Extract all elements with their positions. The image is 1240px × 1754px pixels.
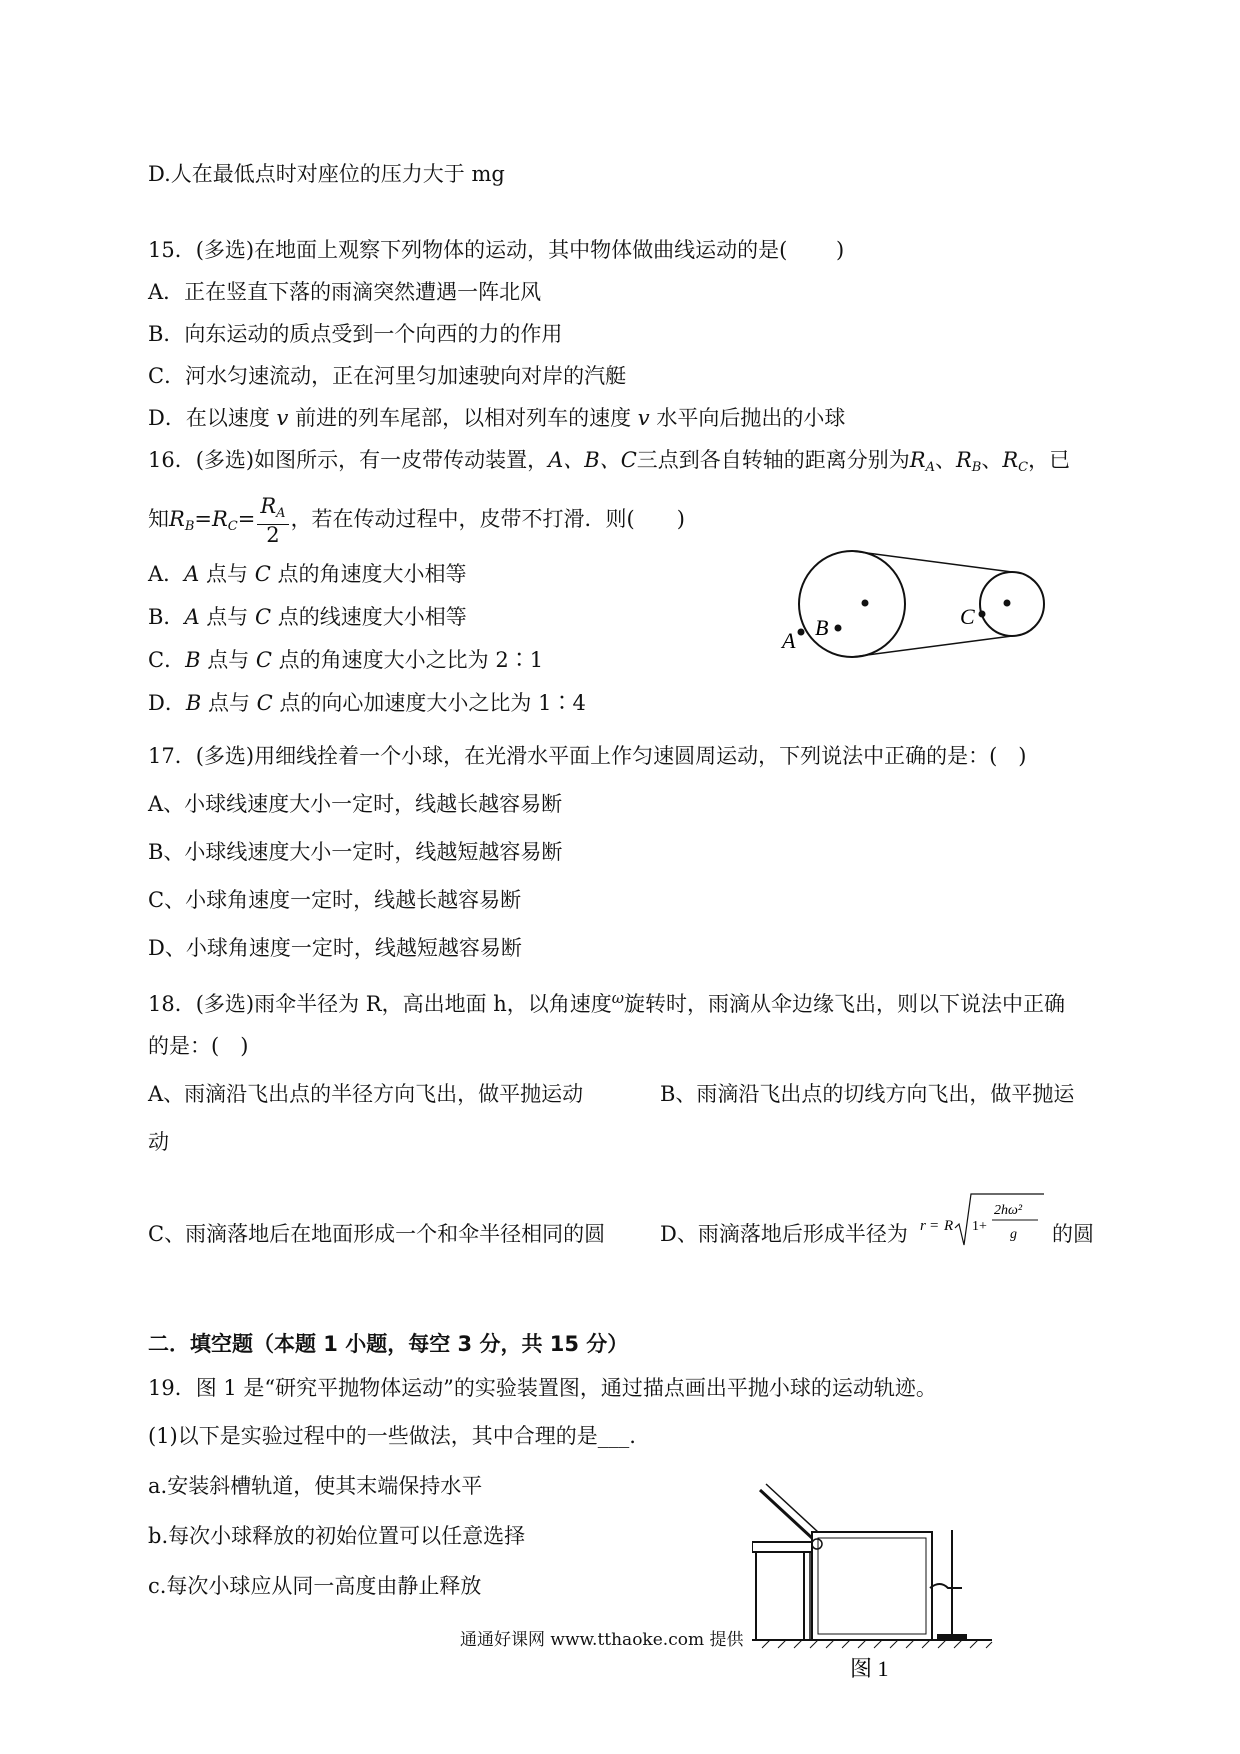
q17-stem: 17．(多选)用细线拴着一个小球，在光滑水平面上作匀速圆周运动，下列说法中正确的是：( ) (148, 744, 1027, 768)
q15-option-c: C．河水匀速流动，正在河里匀加速驶向对岸的汽艇 (148, 364, 627, 388)
q16-option-a: A．A 点与 C 点的角速度大小相等 (148, 562, 467, 586)
q17-option-d: D、小球角速度一定时，线越短越容易断 (148, 936, 522, 960)
q16-stem-line1: 16．(多选)如图所示，有一皮带传动装置，A、B、C三点到各自转轴的距离分别为$R_A$、$R_B$、$R_C$，已 (148, 448, 1071, 475)
large-wheel (799, 551, 905, 657)
q18-stem-line2: 的是：( ) (148, 1034, 249, 1058)
formula-numerator: 2hω² (994, 1203, 1023, 1218)
belt-top (852, 551, 1012, 572)
formula-big-r: R (944, 1218, 954, 1234)
q18-option-b: B、雨滴沿飞出点的切线方向飞出，做平抛运 (660, 1082, 1075, 1106)
projectile-apparatus-figure (752, 1470, 1022, 1680)
figure-1-label: 图 1 (850, 1656, 889, 1680)
coordinate-board (812, 1532, 932, 1640)
q18-option-d-end: 的圆 (1052, 1222, 1094, 1246)
formula-one-plus: 1+ (972, 1219, 987, 1234)
q19-option-a: a.安装斜槽轨道，使其末端保持水平 (148, 1474, 483, 1498)
q15-option-b: B．向东运动的质点受到一个向西的力的作用 (148, 322, 563, 346)
q15-option-d: D．在以速度 v 前进的列车尾部，以相对列车的速度 v 水平向后抛出的小球 (148, 406, 846, 430)
q16-option-b: B．A 点与 C 点的线速度大小相等 (148, 605, 467, 629)
footer-credit: 通通好课网 www.tthaoke.com 提供 (460, 1630, 744, 1650)
q18-stem-line1: 18．(多选)雨伞半径为 R，高出地面 h，以角速度$^\omega$旋转时，雨滴从伞边缘飞出，则以下说法中正确 (148, 989, 1066, 1016)
label-a: A (782, 628, 796, 653)
q18-option-d: D、雨滴落地后形成半径为 (660, 1222, 908, 1246)
formula-denominator: g (1010, 1227, 1017, 1242)
q18-option-b-cont: 动 (148, 1130, 169, 1154)
q19-option-b: b.每次小球释放的初始位置可以任意选择 (148, 1524, 526, 1548)
belt-bottom (852, 636, 1012, 657)
belt-drive-figure (770, 545, 1070, 675)
wheel-axle-small (1004, 600, 1011, 607)
q17-option-a: A、小球线速度大小一定时，线越长越容易断 (148, 792, 563, 816)
formula-r: r (920, 1218, 926, 1234)
point-b-dot (835, 625, 842, 632)
q16-option-c: C．B 点与 C 点的角速度大小之比为 2∶1 (148, 648, 544, 672)
q19-sub1: (1)以下是实验过程中的一些做法，其中合理的是___. (148, 1424, 636, 1448)
coordinate-paper (818, 1538, 926, 1634)
wheel-axle-large (862, 600, 869, 607)
section-2-heading: 二．填空题（本题 1 小题，每空 3 分，共 15 分） (148, 1332, 629, 1356)
q15-option-a: A．正在竖直下落的雨滴突然遭遇一阵北风 (148, 280, 542, 304)
ground-hatching (762, 1640, 992, 1648)
formula-eq: = (930, 1218, 939, 1234)
stand-clamp (930, 1584, 962, 1588)
q14-option-d: D.人在最低点时对座位的压力大于 mg (148, 162, 505, 186)
q17-option-c: C、小球角速度一定时，线越长越容易断 (148, 888, 522, 912)
q16-option-d: D．B 点与 C 点的向心加速度大小之比为 1∶4 (148, 691, 586, 715)
q18-option-c: C、雨滴落地后在地面形成一个和伞半径相同的圆 (148, 1222, 606, 1246)
q17-option-b: B、小球线速度大小一定时，线越短越容易断 (148, 840, 563, 864)
radius-formula (920, 1190, 1045, 1250)
inclined-chute-edge (766, 1484, 818, 1532)
q19-stem: 19．图 1 是“研究平抛物体运动”的实验装置图，通过描点画出平抛小球的运动轨迹。 (148, 1376, 937, 1400)
table-top (752, 1542, 812, 1552)
point-a-dot (798, 629, 805, 636)
q16-stem-line2: 知$R_B=R_C=$ $\frac{R_A}{2}$ ，若在传动过程中，皮带不打滑．则( ) (148, 494, 685, 547)
q19-option-c: c.每次小球应从同一高度由静止释放 (148, 1574, 482, 1598)
q18-option-a: A、雨滴沿飞出点的半径方向飞出，做平抛运动 (148, 1082, 584, 1106)
q15-stem: 15．(多选)在地面上观察下列物体的运动，其中物体做曲线运动的是( ) (148, 238, 845, 262)
label-b: B (815, 615, 829, 640)
ball-icon (812, 1539, 822, 1549)
ra-over-2-fraction: $\frac{R_A}{2}$ (257, 496, 288, 545)
small-wheel (980, 572, 1044, 636)
inclined-chute (760, 1490, 812, 1538)
stand-base (937, 1634, 967, 1640)
label-c: C (960, 604, 975, 629)
point-c-dot (979, 611, 986, 618)
